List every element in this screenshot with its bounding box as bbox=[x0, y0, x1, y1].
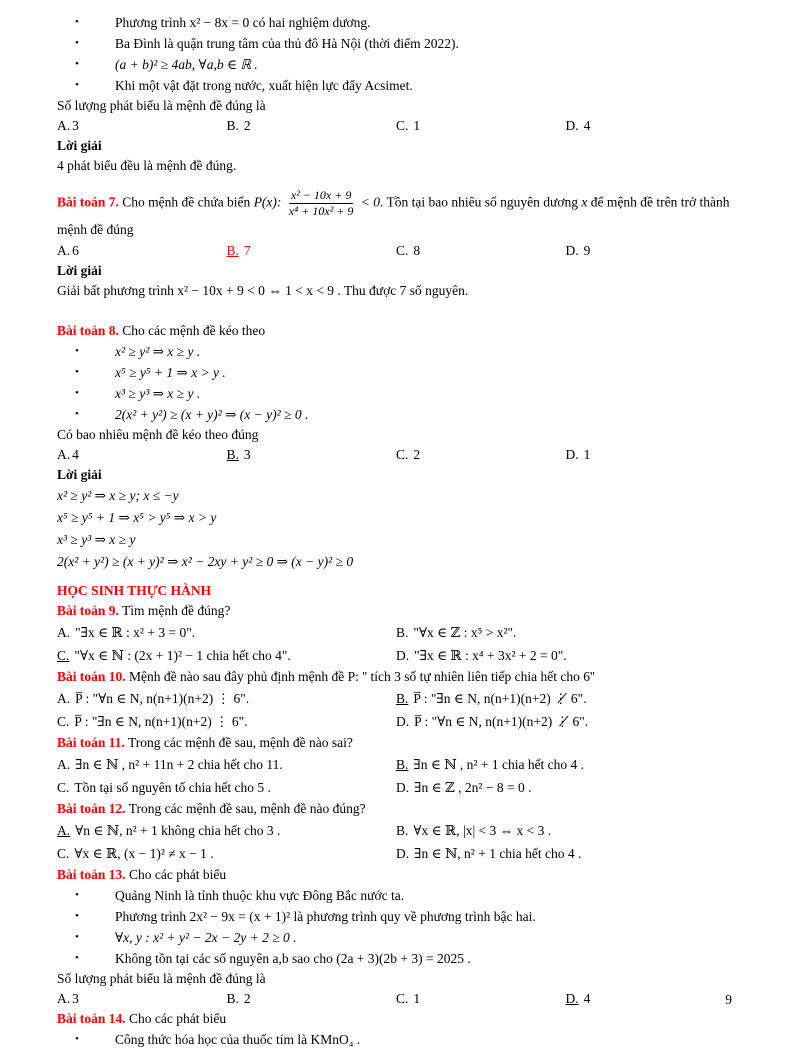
p-of-x: P(x): bbox=[253, 194, 282, 210]
option-b-correct: B. 7 bbox=[226, 243, 251, 258]
option-b: B. 2 bbox=[226, 118, 251, 133]
option-d: D. P̅ : "∀n ∈ N, n(n+1)(n+2) ⋮̸ 6". bbox=[396, 714, 589, 729]
problem-7-title: Bài toán 7. bbox=[57, 194, 119, 210]
bullet-item bbox=[57, 33, 735, 54]
intro-solution: 4 phát biểu đều là mệnh đề đúng. bbox=[57, 158, 237, 173]
intro-question: Số lượng phát biểu là mệnh đề đúng là bbox=[57, 98, 266, 113]
option-d-correct: D. 4 bbox=[565, 991, 591, 1006]
solution-heading: Lời giải bbox=[57, 467, 102, 482]
bullet-item bbox=[57, 75, 735, 96]
fraction-numerator: x² − 10x + 9 bbox=[290, 188, 352, 202]
option-c: C. 1 bbox=[396, 991, 421, 1006]
problem-10-statement: Bài toán 10. Mệnh đề nào sau đây phủ định mệnh đề P: '' tích 3 số tự nhiên liên tiếp chia hết cho 6'' bbox=[57, 669, 595, 684]
problem-7-solution: Giải bất phương trình x² − 10x + 9 < 0 ⇔ 1 < x < 9 . Thu được 7 số nguyên. bbox=[57, 283, 469, 298]
option-a: A. 4 bbox=[57, 447, 79, 462]
option-b: B. 2 bbox=[226, 991, 251, 1006]
problem-12-options bbox=[57, 819, 735, 865]
problem-8-statement: Bài toán 8. Cho các mệnh đề kéo theo bbox=[57, 323, 266, 338]
problem-13-question: Số lượng phát biểu là mệnh đề đúng là bbox=[57, 971, 266, 986]
problem-11-statement: Bài toán 11. Trong các mệnh đề sau, mệnh đề nào sai? bbox=[57, 735, 353, 750]
option-c: C. P̅ : "∃n ∈ N, n(n+1)(n+2) ⋮ 6". bbox=[57, 714, 248, 729]
problem-8-options bbox=[57, 445, 735, 465]
bullet-text: x³ ≥ y³ ⇒ x ≥ y . bbox=[115, 386, 201, 401]
problem-10-title: Bài toán 10. bbox=[57, 669, 126, 684]
bullet-icon: • bbox=[75, 345, 79, 357]
bullet-icon: • bbox=[75, 79, 79, 91]
bullet-text: Ba Đình là quận trung tâm của thủ đô Hà Nội (thời điểm 2022). bbox=[115, 36, 459, 51]
bullet-text: (a + b)² ≥ 4ab, ∀a,b ∈ ℝ . bbox=[115, 57, 258, 72]
bullet-text: Khi một vật đặt trong nước, xuất hiện lực đẩy Acsimet. bbox=[115, 78, 413, 93]
option-c-correct: C. "∀x ∈ ℕ : (2x + 1)² − 1 chia hết cho 4". bbox=[57, 648, 291, 663]
solution-line: 2(x² + y²) ≥ (x + y)² ⇒ x² − 2xy + y² ≥ 0 ⇒ (x − y)² ≥ 0 bbox=[57, 554, 354, 569]
option-c: C. ∀x ∈ ℝ, (x − 1)² ≠ x − 1 . bbox=[57, 846, 214, 861]
option-d: D. 9 bbox=[565, 243, 591, 258]
bullet-item bbox=[57, 404, 735, 425]
option-d: D. 4 bbox=[565, 118, 591, 133]
bullet-item bbox=[57, 906, 735, 927]
problem-13-title: Bài toán 13. bbox=[57, 867, 126, 882]
option-d: D. "∃x ∈ ℝ : x⁴ + 3x² + 2 = 0". bbox=[396, 648, 567, 663]
problem-12-statement: Bài toán 12. Trong các mệnh đề sau, mệnh đề nào đúng? bbox=[57, 801, 366, 816]
option-c: C. 8 bbox=[396, 243, 421, 258]
option-a: A. ∃n ∈ ℕ , n² + 11n + 2 chia hết cho 11. bbox=[57, 757, 283, 772]
fraction bbox=[289, 188, 354, 219]
problem-13-bullet-list bbox=[57, 885, 735, 969]
problem-13-options bbox=[57, 989, 735, 1009]
problem-11-title: Bài toán 11. bbox=[57, 735, 125, 750]
problem-14-bullet-list bbox=[57, 1029, 735, 1050]
option-a: A. P̅ : "∀n ∈ N, n(n+1)(n+2) ⋮ 6". bbox=[57, 691, 250, 706]
bullet-icon: • bbox=[75, 58, 79, 70]
bullet-text: Phương trình 2x² − 9x = (x + 1)² là phương trình quy về phương trình bậc hai. bbox=[115, 909, 536, 924]
solution-line: x³ ≥ y³ ⇒ x ≥ y bbox=[57, 532, 136, 547]
solution-line: x² ≥ y² ⇒ x ≥ y; x ≤ −y bbox=[57, 488, 179, 503]
bullet-icon: • bbox=[75, 366, 79, 378]
section-heading: HỌC SINH THỰC HÀNH bbox=[57, 583, 212, 598]
bullet-item bbox=[57, 383, 735, 404]
bullet-text: x² ≥ y² ⇒ x ≥ y . bbox=[115, 344, 201, 359]
intro-bullet-list bbox=[57, 12, 735, 96]
bullet-item bbox=[57, 362, 735, 383]
option-a-correct: A. ∀n ∈ ℕ, n² + 1 không chia hết cho 3 . bbox=[57, 823, 281, 838]
bullet-item bbox=[57, 1029, 735, 1050]
bullet-icon: • bbox=[75, 16, 79, 28]
problem-14-title: Bài toán 14. bbox=[57, 1011, 126, 1026]
bullet-text: Quảng Ninh là tỉnh thuộc khu vực Đông Bắc nước ta. bbox=[115, 888, 405, 903]
option-b: B. ∀x ∈ ℝ, |x| < 3 ⇔ x < 3 . bbox=[396, 823, 552, 838]
option-d: D. 1 bbox=[565, 447, 591, 462]
bullet-text: x⁵ ≥ y⁵ + 1 ⇒ x > y . bbox=[115, 365, 226, 380]
problem-14-statement: Bài toán 14. Cho các phát biểu bbox=[57, 1011, 227, 1026]
option-d: D. ∃n ∈ ℕ, n² + 1 chia hết cho 4 . bbox=[396, 846, 582, 861]
problem-8-question: Có bao nhiêu mệnh đề kéo theo đúng bbox=[57, 427, 259, 442]
bullet-item bbox=[57, 341, 735, 362]
option-b: B. "∀x ∈ ℤ : x⁵ > x²". bbox=[396, 625, 517, 640]
option-c: C. Tồn tại số nguyên tố chia hết cho 5 . bbox=[57, 780, 271, 795]
problem-10-options bbox=[57, 687, 735, 733]
problem-13-statement: Bài toán 13. Cho các phát biểu bbox=[57, 867, 227, 882]
bullet-text: Không tồn tại các số nguyên a,b sao cho (2a + 3)(2b + 3) = 2025 . bbox=[115, 951, 471, 966]
solution-heading: Lời giải bbox=[57, 263, 102, 278]
bullet-item bbox=[57, 885, 735, 906]
option-b-correct: B. P̅ : "∃n ∈ N, n(n+1)(n+2) ⋮̸ 6". bbox=[396, 691, 587, 706]
problem-11-options bbox=[57, 753, 735, 799]
option-c: C. 1 bbox=[396, 118, 421, 133]
bullet-text: Công thức hóa học của thuốc tím là KMnO₄ . bbox=[115, 1032, 361, 1047]
bullet-icon: • bbox=[75, 952, 79, 964]
problem-8-title: Bài toán 8. bbox=[57, 323, 119, 338]
option-d: D. ∃n ∈ ℤ , 2n² − 8 = 0 . bbox=[396, 780, 532, 795]
page-number: 9 bbox=[725, 992, 732, 1007]
problem-9-title: Bài toán 9. bbox=[57, 603, 119, 618]
fraction-denominator: x⁴ + 10x² + 9 bbox=[288, 204, 354, 218]
option-b-correct: B. ∃n ∈ ℕ , n² + 1 chia hết cho 4 . bbox=[396, 757, 585, 772]
option-a: A. 3 bbox=[57, 991, 79, 1006]
bullet-text: ∀x, y : x² + y² − 2x − 2y + 2 ≥ 0 . bbox=[115, 930, 297, 945]
bullet-icon: • bbox=[75, 889, 79, 901]
solution-line: x⁵ ≥ y⁵ + 1 ⇒ x⁵ > y⁵ ⇒ x > y bbox=[57, 510, 217, 525]
option-a: A. 3 bbox=[57, 118, 79, 133]
option-c: C. 2 bbox=[396, 447, 421, 462]
problem-9-options bbox=[57, 621, 735, 667]
option-a: A. "∃x ∈ ℝ : x² + 3 = 0". bbox=[57, 625, 196, 640]
bullet-icon: • bbox=[75, 408, 79, 420]
bullet-icon: • bbox=[75, 1033, 79, 1045]
bullet-icon: • bbox=[75, 910, 79, 922]
problem-8-bullet-list bbox=[57, 341, 735, 425]
problem-9-statement: Bài toán 9. Tìm mệnh đề đúng? bbox=[57, 603, 231, 618]
bullet-icon: • bbox=[75, 387, 79, 399]
option-a: A. 6 bbox=[57, 243, 79, 258]
bullet-item bbox=[57, 927, 735, 948]
bullet-icon: • bbox=[75, 931, 79, 943]
problem-7-statement: Bài toán 7. Cho mệnh đề chứa biến P(x): $\frac{\text{x² − 10x + 9}}{\text{x⁴ + 10x² + 9}}$ < 0. Tồn tại bao nhiêu số nguyên dương x để mệnh đề trên trở thành mệnh đề đúng bbox=[57, 188, 730, 237]
problem-7-options bbox=[57, 241, 735, 261]
problem-12-title: Bài toán 12. bbox=[57, 801, 126, 816]
bullet-item bbox=[57, 948, 735, 969]
solution-heading: Lời giải bbox=[57, 138, 102, 153]
bullet-item bbox=[57, 54, 735, 75]
bullet-item bbox=[57, 12, 735, 33]
bullet-icon: • bbox=[75, 37, 79, 49]
option-b-correct: B. 3 bbox=[226, 447, 251, 462]
bullet-text: Phương trình x² − 8x = 0 có hai nghiệm dương. bbox=[115, 15, 371, 30]
intro-options bbox=[57, 116, 735, 136]
bullet-text: 2(x² + y²) ≥ (x + y)² ⇒ (x − y)² ≥ 0 . bbox=[115, 407, 309, 422]
